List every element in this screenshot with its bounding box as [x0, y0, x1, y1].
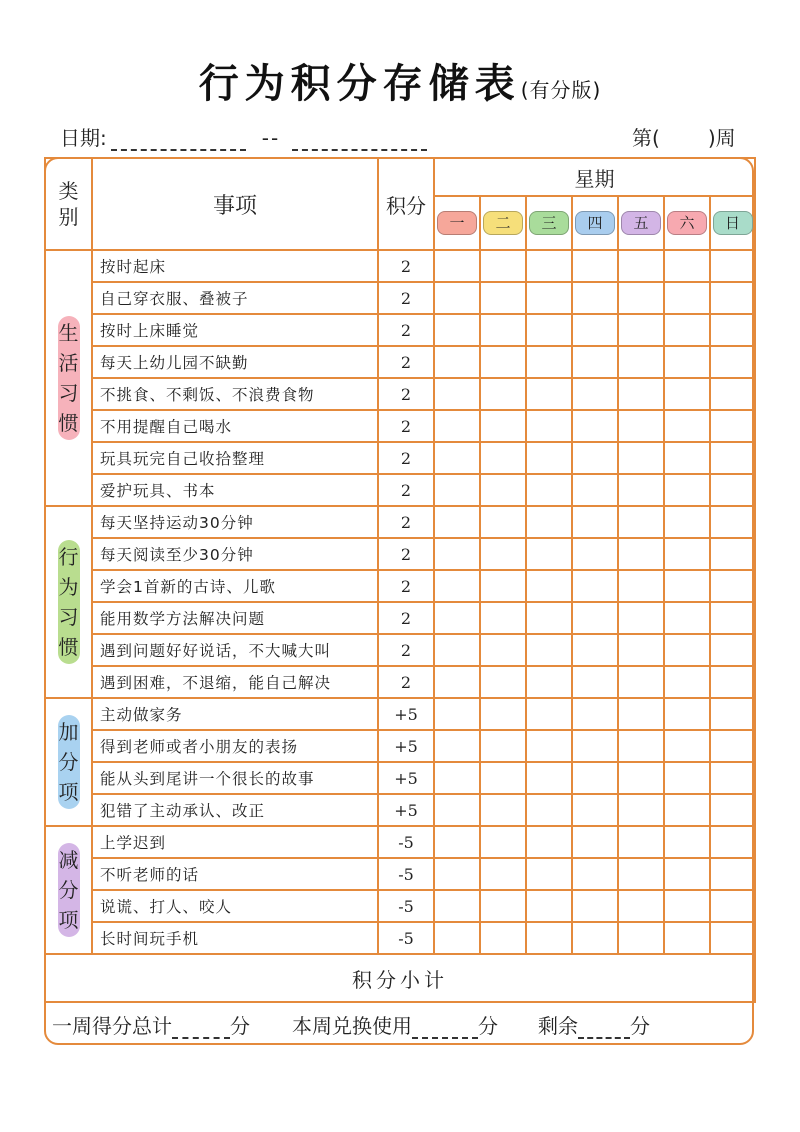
- score-cell[interactable]: [434, 666, 480, 698]
- score-cell[interactable]: [526, 794, 572, 826]
- score-cell[interactable]: [434, 794, 480, 826]
- item-text: 每天坚持运动30分钟: [92, 506, 378, 538]
- score-cell[interactable]: [572, 922, 618, 954]
- score-cell[interactable]: [480, 922, 526, 954]
- score-cell[interactable]: [618, 698, 664, 730]
- score-cell[interactable]: [434, 634, 480, 666]
- item-text: 爱护玩具、书本: [92, 474, 378, 506]
- table-row: [45, 922, 755, 954]
- score-cell[interactable]: [572, 506, 618, 538]
- score-cell[interactable]: [480, 314, 526, 346]
- header-item: 事项: [92, 158, 378, 250]
- score-cell[interactable]: [664, 250, 710, 282]
- item-points: 2: [378, 410, 434, 442]
- score-cell[interactable]: [664, 794, 710, 826]
- score-cell[interactable]: [710, 762, 755, 794]
- score-cell[interactable]: [710, 634, 755, 666]
- used-blank[interactable]: [412, 1019, 478, 1039]
- score-cell[interactable]: [434, 346, 480, 378]
- week-suffix: )周: [707, 126, 736, 150]
- score-cell[interactable]: [480, 666, 526, 698]
- score-cell[interactable]: [434, 282, 480, 314]
- score-cell[interactable]: [572, 858, 618, 890]
- table-row: [45, 890, 755, 922]
- score-cell[interactable]: [480, 858, 526, 890]
- score-cell[interactable]: [572, 314, 618, 346]
- score-cell[interactable]: [480, 538, 526, 570]
- table-row: [45, 634, 755, 666]
- item-text: 长时间玩手机: [92, 922, 378, 954]
- item-points: 2: [378, 666, 434, 698]
- header-week: 星期: [434, 158, 755, 196]
- header-category: [45, 158, 92, 250]
- item-points: 2: [378, 442, 434, 474]
- score-cell[interactable]: [618, 506, 664, 538]
- score-cell[interactable]: [434, 506, 480, 538]
- table-row: [45, 410, 755, 442]
- score-cell[interactable]: [710, 346, 755, 378]
- remain-label: 剩余: [538, 1014, 578, 1038]
- score-cell[interactable]: [434, 698, 480, 730]
- table-row: [45, 570, 755, 602]
- item-text: 不听老师的话: [92, 858, 378, 890]
- day-label: 六: [667, 211, 707, 235]
- score-cell[interactable]: [526, 602, 572, 634]
- table-row: [45, 282, 755, 314]
- score-cell[interactable]: [480, 730, 526, 762]
- day-header-4: [572, 196, 618, 250]
- item-points: +5: [378, 730, 434, 762]
- score-cell[interactable]: [618, 762, 664, 794]
- score-cell[interactable]: [434, 410, 480, 442]
- item-points: 2: [378, 314, 434, 346]
- week-line: [632, 122, 736, 151]
- item-points: -5: [378, 826, 434, 858]
- date-label: 日期:: [60, 126, 107, 150]
- score-cell[interactable]: [664, 570, 710, 602]
- day-label: 日: [713, 211, 753, 235]
- header-points: 积分: [378, 158, 434, 250]
- score-cell[interactable]: [710, 250, 755, 282]
- header-category-text: 类别: [58, 179, 79, 229]
- score-cell[interactable]: [434, 762, 480, 794]
- title-text: 行为积分存储表: [198, 61, 521, 107]
- table-row: [45, 378, 755, 410]
- score-cell[interactable]: [572, 794, 618, 826]
- score-cell[interactable]: [480, 762, 526, 794]
- item-text: 遇到困难，不退缩，能自己解决: [92, 666, 378, 698]
- table-row: [45, 474, 755, 506]
- table-row: [45, 730, 755, 762]
- day-header-6: [664, 196, 710, 250]
- score-cell[interactable]: [480, 282, 526, 314]
- score-cell[interactable]: [480, 474, 526, 506]
- item-text: 每天上幼儿园不缺勤: [92, 346, 378, 378]
- item-points: 2: [378, 602, 434, 634]
- score-cell[interactable]: [526, 634, 572, 666]
- date-separator: --: [261, 126, 281, 150]
- score-cell[interactable]: [572, 378, 618, 410]
- item-points: 2: [378, 474, 434, 506]
- score-cell[interactable]: [618, 378, 664, 410]
- item-points: -5: [378, 890, 434, 922]
- day-header-3: [526, 196, 572, 250]
- score-cell[interactable]: [710, 506, 755, 538]
- item-points: 2: [378, 634, 434, 666]
- score-cell[interactable]: [572, 826, 618, 858]
- table-row: [45, 858, 755, 890]
- score-cell[interactable]: [664, 538, 710, 570]
- score-cell[interactable]: [480, 602, 526, 634]
- item-text: 说谎、打人、咬人: [92, 890, 378, 922]
- score-cell[interactable]: [572, 282, 618, 314]
- item-text: 能用数学方法解决问题: [92, 602, 378, 634]
- score-cell[interactable]: [664, 410, 710, 442]
- total-label: 一周得分总计: [52, 1014, 172, 1038]
- score-cell[interactable]: [618, 314, 664, 346]
- table-row: [45, 826, 755, 858]
- score-cell[interactable]: [710, 378, 755, 410]
- score-cell[interactable]: [526, 346, 572, 378]
- item-text: 按时起床: [92, 250, 378, 282]
- item-points: 2: [378, 570, 434, 602]
- page-title: [0, 52, 800, 109]
- score-cell[interactable]: [480, 794, 526, 826]
- score-cell[interactable]: [618, 858, 664, 890]
- score-cell[interactable]: [572, 730, 618, 762]
- table-row: [45, 762, 755, 794]
- score-cell[interactable]: [664, 666, 710, 698]
- score-cell[interactable]: [664, 698, 710, 730]
- day-label: 三: [529, 211, 569, 235]
- score-cell[interactable]: [526, 538, 572, 570]
- score-cell[interactable]: [572, 570, 618, 602]
- score-cell[interactable]: [572, 474, 618, 506]
- score-cell[interactable]: [526, 474, 572, 506]
- score-cell[interactable]: [572, 442, 618, 474]
- category-label: 减分项: [58, 843, 80, 937]
- score-cell[interactable]: [618, 602, 664, 634]
- item-points: 2: [378, 250, 434, 282]
- score-cell[interactable]: [664, 858, 710, 890]
- day-header-7: [710, 196, 755, 250]
- score-cell[interactable]: [480, 570, 526, 602]
- score-cell[interactable]: [480, 250, 526, 282]
- item-text: 不用提醒自己喝水: [92, 410, 378, 442]
- weekly-total-line: [52, 1010, 650, 1039]
- item-text: 能从头到尾讲一个很长的故事: [92, 762, 378, 794]
- score-cell[interactable]: [526, 314, 572, 346]
- score-cell[interactable]: [664, 506, 710, 538]
- item-text: 不挑食、不剩饭、不浪费食物: [92, 378, 378, 410]
- table-row: [45, 698, 755, 730]
- score-cell[interactable]: [710, 314, 755, 346]
- score-cell[interactable]: [618, 250, 664, 282]
- item-points: 2: [378, 378, 434, 410]
- score-cell[interactable]: [434, 378, 480, 410]
- score-cell[interactable]: [618, 538, 664, 570]
- day-label: 四: [575, 211, 615, 235]
- score-cell[interactable]: [618, 570, 664, 602]
- score-cell[interactable]: [480, 506, 526, 538]
- score-cell[interactable]: [526, 378, 572, 410]
- score-cell[interactable]: [480, 890, 526, 922]
- table-row: [45, 346, 755, 378]
- score-cell[interactable]: [618, 282, 664, 314]
- day-header-5: [618, 196, 664, 250]
- score-cell[interactable]: [434, 730, 480, 762]
- score-cell[interactable]: [434, 826, 480, 858]
- item-points: -5: [378, 858, 434, 890]
- used-unit: 分: [478, 1014, 498, 1038]
- table-row: [45, 250, 755, 282]
- score-cell[interactable]: [710, 826, 755, 858]
- score-cell[interactable]: [710, 890, 755, 922]
- day-header-1: [434, 196, 480, 250]
- score-cell[interactable]: [618, 442, 664, 474]
- score-cell[interactable]: [526, 570, 572, 602]
- score-cell[interactable]: [710, 474, 755, 506]
- item-text: 得到老师或者小朋友的表扬: [92, 730, 378, 762]
- score-cell[interactable]: [434, 442, 480, 474]
- score-cell[interactable]: [572, 538, 618, 570]
- score-cell[interactable]: [526, 506, 572, 538]
- score-cell[interactable]: [526, 762, 572, 794]
- item-points: 2: [378, 346, 434, 378]
- score-cell[interactable]: [618, 666, 664, 698]
- score-cell[interactable]: [664, 378, 710, 410]
- score-cell[interactable]: [434, 474, 480, 506]
- table-row: [45, 538, 755, 570]
- score-cell[interactable]: [710, 602, 755, 634]
- score-cell[interactable]: [526, 410, 572, 442]
- item-points: +5: [378, 698, 434, 730]
- score-cell[interactable]: [710, 570, 755, 602]
- score-cell[interactable]: [664, 890, 710, 922]
- score-cell[interactable]: [618, 474, 664, 506]
- item-points: -5: [378, 922, 434, 954]
- item-text: 学会1首新的古诗、儿歌: [92, 570, 378, 602]
- score-cell[interactable]: [434, 602, 480, 634]
- item-text: 遇到问题好好说话，不大喊大叫: [92, 634, 378, 666]
- category-cell: [45, 826, 92, 954]
- table-row: [45, 666, 755, 698]
- title-subtitle: (有分版): [520, 78, 602, 102]
- score-cell[interactable]: [710, 858, 755, 890]
- score-cell[interactable]: [664, 602, 710, 634]
- score-cell[interactable]: [572, 634, 618, 666]
- item-text: 每天阅读至少30分钟: [92, 538, 378, 570]
- item-text: 自己穿衣服、叠被子: [92, 282, 378, 314]
- score-cell[interactable]: [664, 314, 710, 346]
- score-cell[interactable]: [526, 922, 572, 954]
- score-cell[interactable]: [710, 410, 755, 442]
- score-cell[interactable]: [618, 794, 664, 826]
- score-cell[interactable]: [526, 250, 572, 282]
- table-row: [45, 442, 755, 474]
- score-cell[interactable]: [572, 602, 618, 634]
- score-cell[interactable]: [526, 442, 572, 474]
- item-points: 2: [378, 538, 434, 570]
- score-table: [44, 157, 756, 1003]
- score-cell[interactable]: [434, 890, 480, 922]
- category-label: 生活习惯: [58, 316, 80, 440]
- score-cell[interactable]: [664, 922, 710, 954]
- score-cell[interactable]: [710, 922, 755, 954]
- score-cell[interactable]: [480, 346, 526, 378]
- total-unit: 分: [230, 1014, 250, 1038]
- score-cell[interactable]: [572, 890, 618, 922]
- category-label: 加分项: [58, 715, 80, 809]
- score-cell[interactable]: [480, 826, 526, 858]
- score-cell[interactable]: [526, 698, 572, 730]
- item-points: 2: [378, 506, 434, 538]
- day-header-2: [480, 196, 526, 250]
- score-cell[interactable]: [618, 634, 664, 666]
- table-row: [45, 602, 755, 634]
- score-cell[interactable]: [434, 538, 480, 570]
- score-cell[interactable]: [526, 858, 572, 890]
- score-cell[interactable]: [618, 730, 664, 762]
- remain-blank[interactable]: [578, 1019, 630, 1039]
- score-cell[interactable]: [664, 442, 710, 474]
- score-cell[interactable]: [480, 410, 526, 442]
- score-cell[interactable]: [710, 538, 755, 570]
- item-text: 主动做家务: [92, 698, 378, 730]
- score-cell[interactable]: [480, 442, 526, 474]
- used-label: 本周兑换使用: [292, 1014, 412, 1038]
- score-cell[interactable]: [710, 282, 755, 314]
- item-text: 玩具玩完自己收拾整理: [92, 442, 378, 474]
- score-cell[interactable]: [526, 282, 572, 314]
- score-cell[interactable]: [526, 826, 572, 858]
- score-cell[interactable]: [526, 666, 572, 698]
- score-cell[interactable]: [618, 410, 664, 442]
- score-cell[interactable]: [572, 666, 618, 698]
- score-cell[interactable]: [572, 250, 618, 282]
- item-text: 犯错了主动承认、改正: [92, 794, 378, 826]
- score-cell[interactable]: [572, 698, 618, 730]
- score-cell[interactable]: [710, 794, 755, 826]
- score-cell[interactable]: [664, 282, 710, 314]
- score-cell[interactable]: [618, 922, 664, 954]
- table-row: [45, 506, 755, 538]
- score-cell[interactable]: [572, 762, 618, 794]
- category-label: 行为习惯: [58, 540, 80, 664]
- score-cell[interactable]: [618, 826, 664, 858]
- score-cell[interactable]: [480, 634, 526, 666]
- item-points: +5: [378, 762, 434, 794]
- score-cell[interactable]: [434, 858, 480, 890]
- score-cell[interactable]: [434, 570, 480, 602]
- day-label: 五: [621, 211, 661, 235]
- table-body: [45, 250, 755, 954]
- score-cell[interactable]: [664, 730, 710, 762]
- date-blank-end[interactable]: [292, 131, 427, 151]
- table-row: [45, 314, 755, 346]
- week-prefix: 第(: [632, 126, 660, 150]
- subtotal-row: 积分小计: [45, 954, 755, 1002]
- score-cell[interactable]: [618, 346, 664, 378]
- score-cell[interactable]: [618, 890, 664, 922]
- total-blank[interactable]: [172, 1019, 230, 1039]
- score-cell[interactable]: [526, 890, 572, 922]
- item-text: 按时上床睡觉: [92, 314, 378, 346]
- date-line: [60, 122, 427, 151]
- score-cell[interactable]: [572, 410, 618, 442]
- day-label: 一: [437, 211, 477, 235]
- date-blank-start[interactable]: [111, 131, 246, 151]
- item-points: +5: [378, 794, 434, 826]
- item-text: 上学迟到: [92, 826, 378, 858]
- score-cell[interactable]: [434, 250, 480, 282]
- score-cell[interactable]: [664, 474, 710, 506]
- score-cell[interactable]: [434, 922, 480, 954]
- score-cell[interactable]: [664, 346, 710, 378]
- score-cell[interactable]: [710, 698, 755, 730]
- score-cell[interactable]: [526, 730, 572, 762]
- score-cell[interactable]: [664, 634, 710, 666]
- score-cell[interactable]: [710, 666, 755, 698]
- score-cell[interactable]: [664, 762, 710, 794]
- score-cell[interactable]: [710, 442, 755, 474]
- score-cell[interactable]: [434, 314, 480, 346]
- category-cell: [45, 698, 92, 826]
- category-cell: [45, 250, 92, 506]
- category-cell: [45, 506, 92, 698]
- score-cell[interactable]: [664, 826, 710, 858]
- score-cell[interactable]: [710, 730, 755, 762]
- table-row: [45, 794, 755, 826]
- score-cell[interactable]: [480, 698, 526, 730]
- day-label: 二: [483, 211, 523, 235]
- item-points: 2: [378, 282, 434, 314]
- score-cell[interactable]: [572, 346, 618, 378]
- score-cell[interactable]: [480, 378, 526, 410]
- remain-unit: 分: [630, 1014, 650, 1038]
